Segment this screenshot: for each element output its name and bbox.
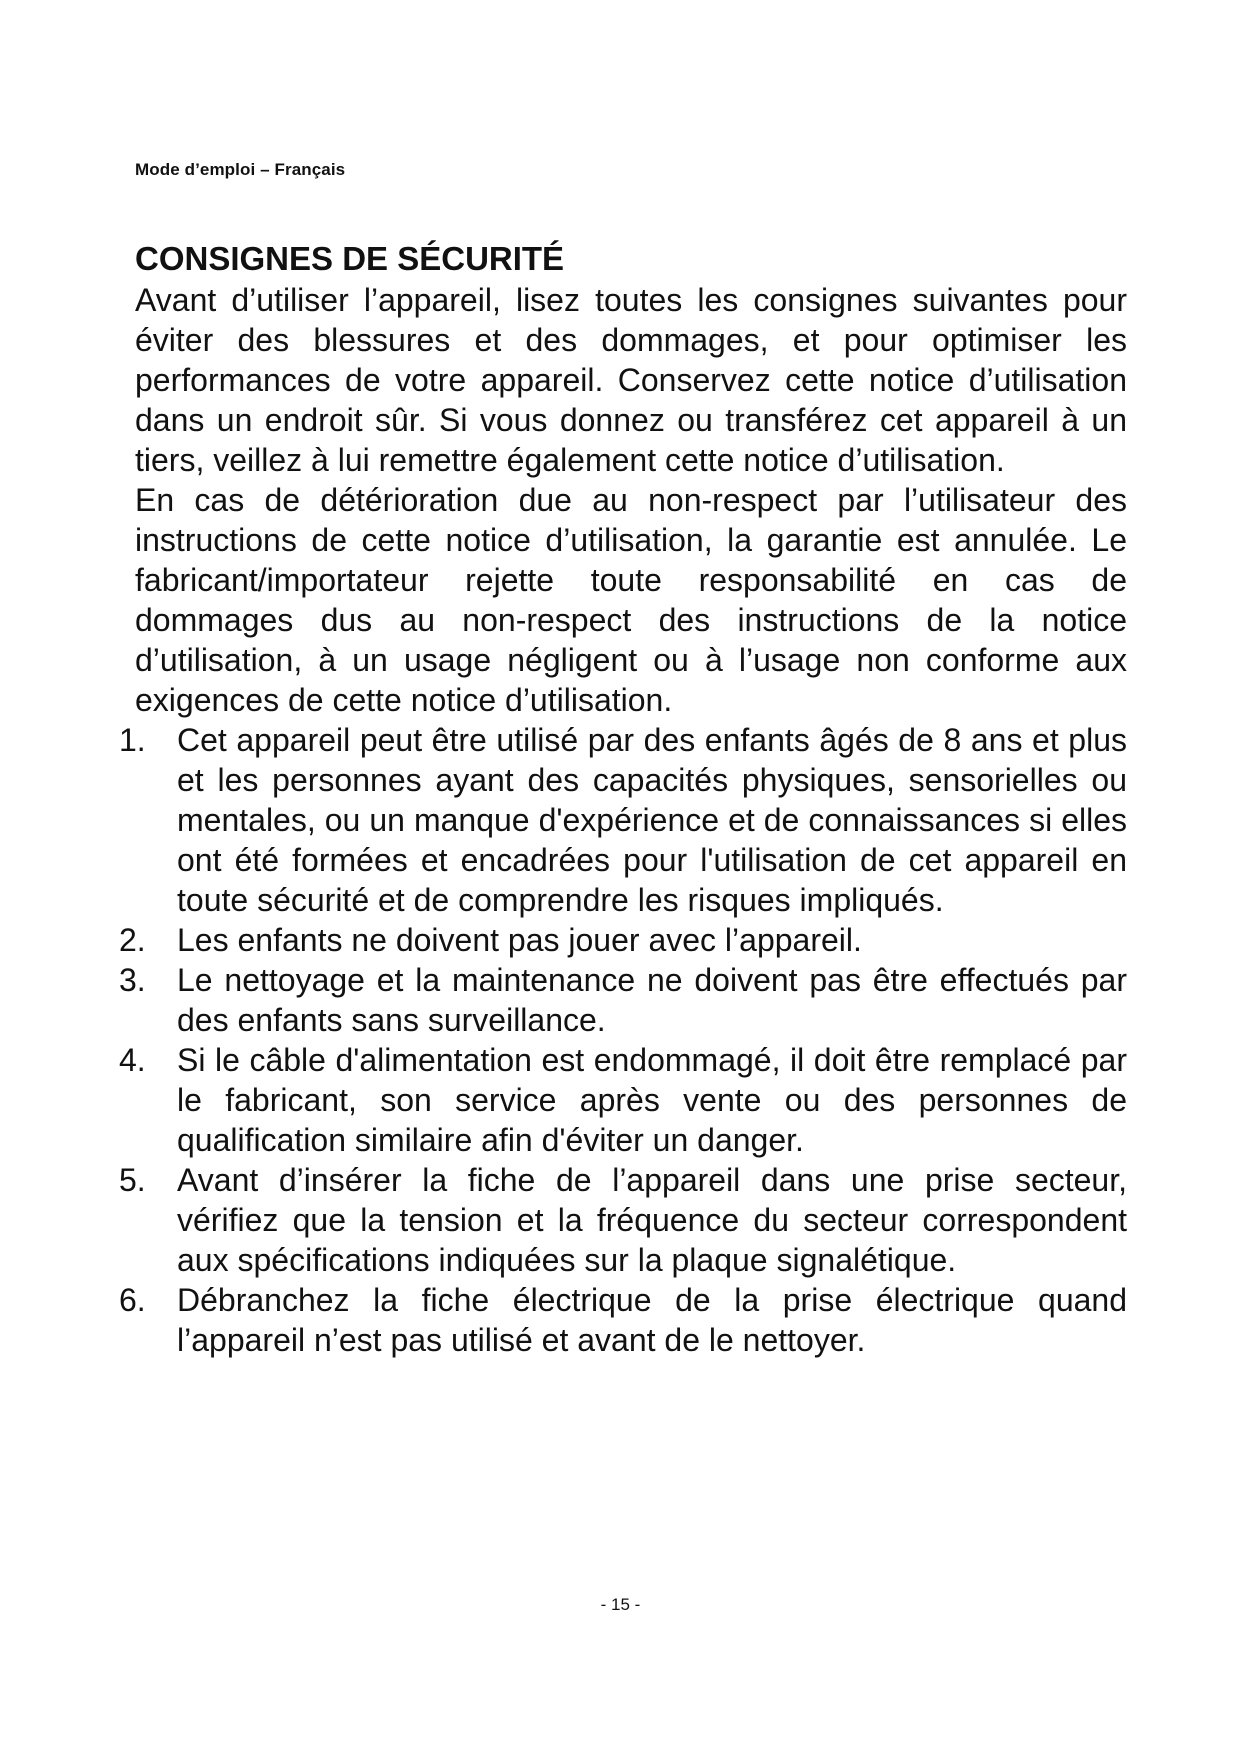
list-item	[119, 1280, 1127, 1360]
safety-section	[119, 238, 1127, 1360]
list-item	[119, 960, 1127, 1040]
document-header: Mode d’emploi – Français	[135, 160, 346, 179]
list-item-text: Débranchez la fiche électrique de la prise électrique quand l’appareil n’est pas utilisé et avant de le nettoyer.	[177, 1282, 1127, 1358]
intro-paragraph: Avant d’utiliser l’appareil, lisez toutes les consignes suivantes pour éviter des blessures et des dommages, et pour optimiser les performances de votre appareil. Conservez cette notice d’utilisation dans un endroit sûr. Si vous donnez ou transférez cet appareil à un tiers, veillez à lui remettre également cette notice d’utilisation.	[135, 282, 1127, 478]
list-item-text: Le nettoyage et la maintenance ne doivent pas être effectués par des enfants sans surveillance.	[177, 962, 1127, 1038]
list-item-number: 1.	[119, 722, 146, 758]
section-title: CONSIGNES DE SÉCURITÉ	[135, 240, 565, 277]
list-item-number: 4.	[119, 1042, 146, 1078]
list-item-number: 3.	[119, 962, 146, 998]
page-number: - 15 -	[600, 1595, 641, 1614]
list-item-number: 5.	[119, 1162, 146, 1198]
safety-instructions-list	[119, 720, 1127, 1360]
list-item-text: Si le câble d'alimentation est endommagé, il doit être remplacé par le fabricant, son service après vente ou des personnes de qualification similaire afin d'éviter un danger.	[177, 1042, 1127, 1158]
list-item-number: 2.	[119, 922, 146, 958]
list-item-text: Avant d’insérer la fiche de l’appareil dans une prise secteur, vérifiez que la tension et la fréquence du secteur correspondent aux spécifications indiquées sur la plaque signalétique.	[177, 1162, 1127, 1278]
list-item	[119, 720, 1127, 920]
list-item-number: 6.	[119, 1282, 146, 1318]
list-item-text: Les enfants ne doivent pas jouer avec l’appareil.	[177, 922, 862, 958]
list-item	[119, 1160, 1127, 1280]
list-item-text: Cet appareil peut être utilisé par des enfants âgés de 8 ans et plus et les personnes ayant des capacités physiques, sensorielles ou mentales, ou un manque d'expérience et de connaissances si elles ont été formées et encadrées pour l'utilisation de cet appareil en toute sécurité et de comprendre les risques impliqués.	[177, 722, 1127, 918]
warranty-paragraph: En cas de détérioration due au non-respect par l’utilisateur des instructions de cette notice d’utilisation, la garantie est annulée. Le fabricant/importateur rejette toute responsabilité en cas de dommages dus au non-respect des instructions de la notice d’utilisation, à un usage négligent ou à l’usage non conforme aux exigences de cette notice d’utilisation.	[135, 482, 1127, 718]
list-item	[119, 920, 1127, 960]
list-item	[119, 1040, 1127, 1160]
